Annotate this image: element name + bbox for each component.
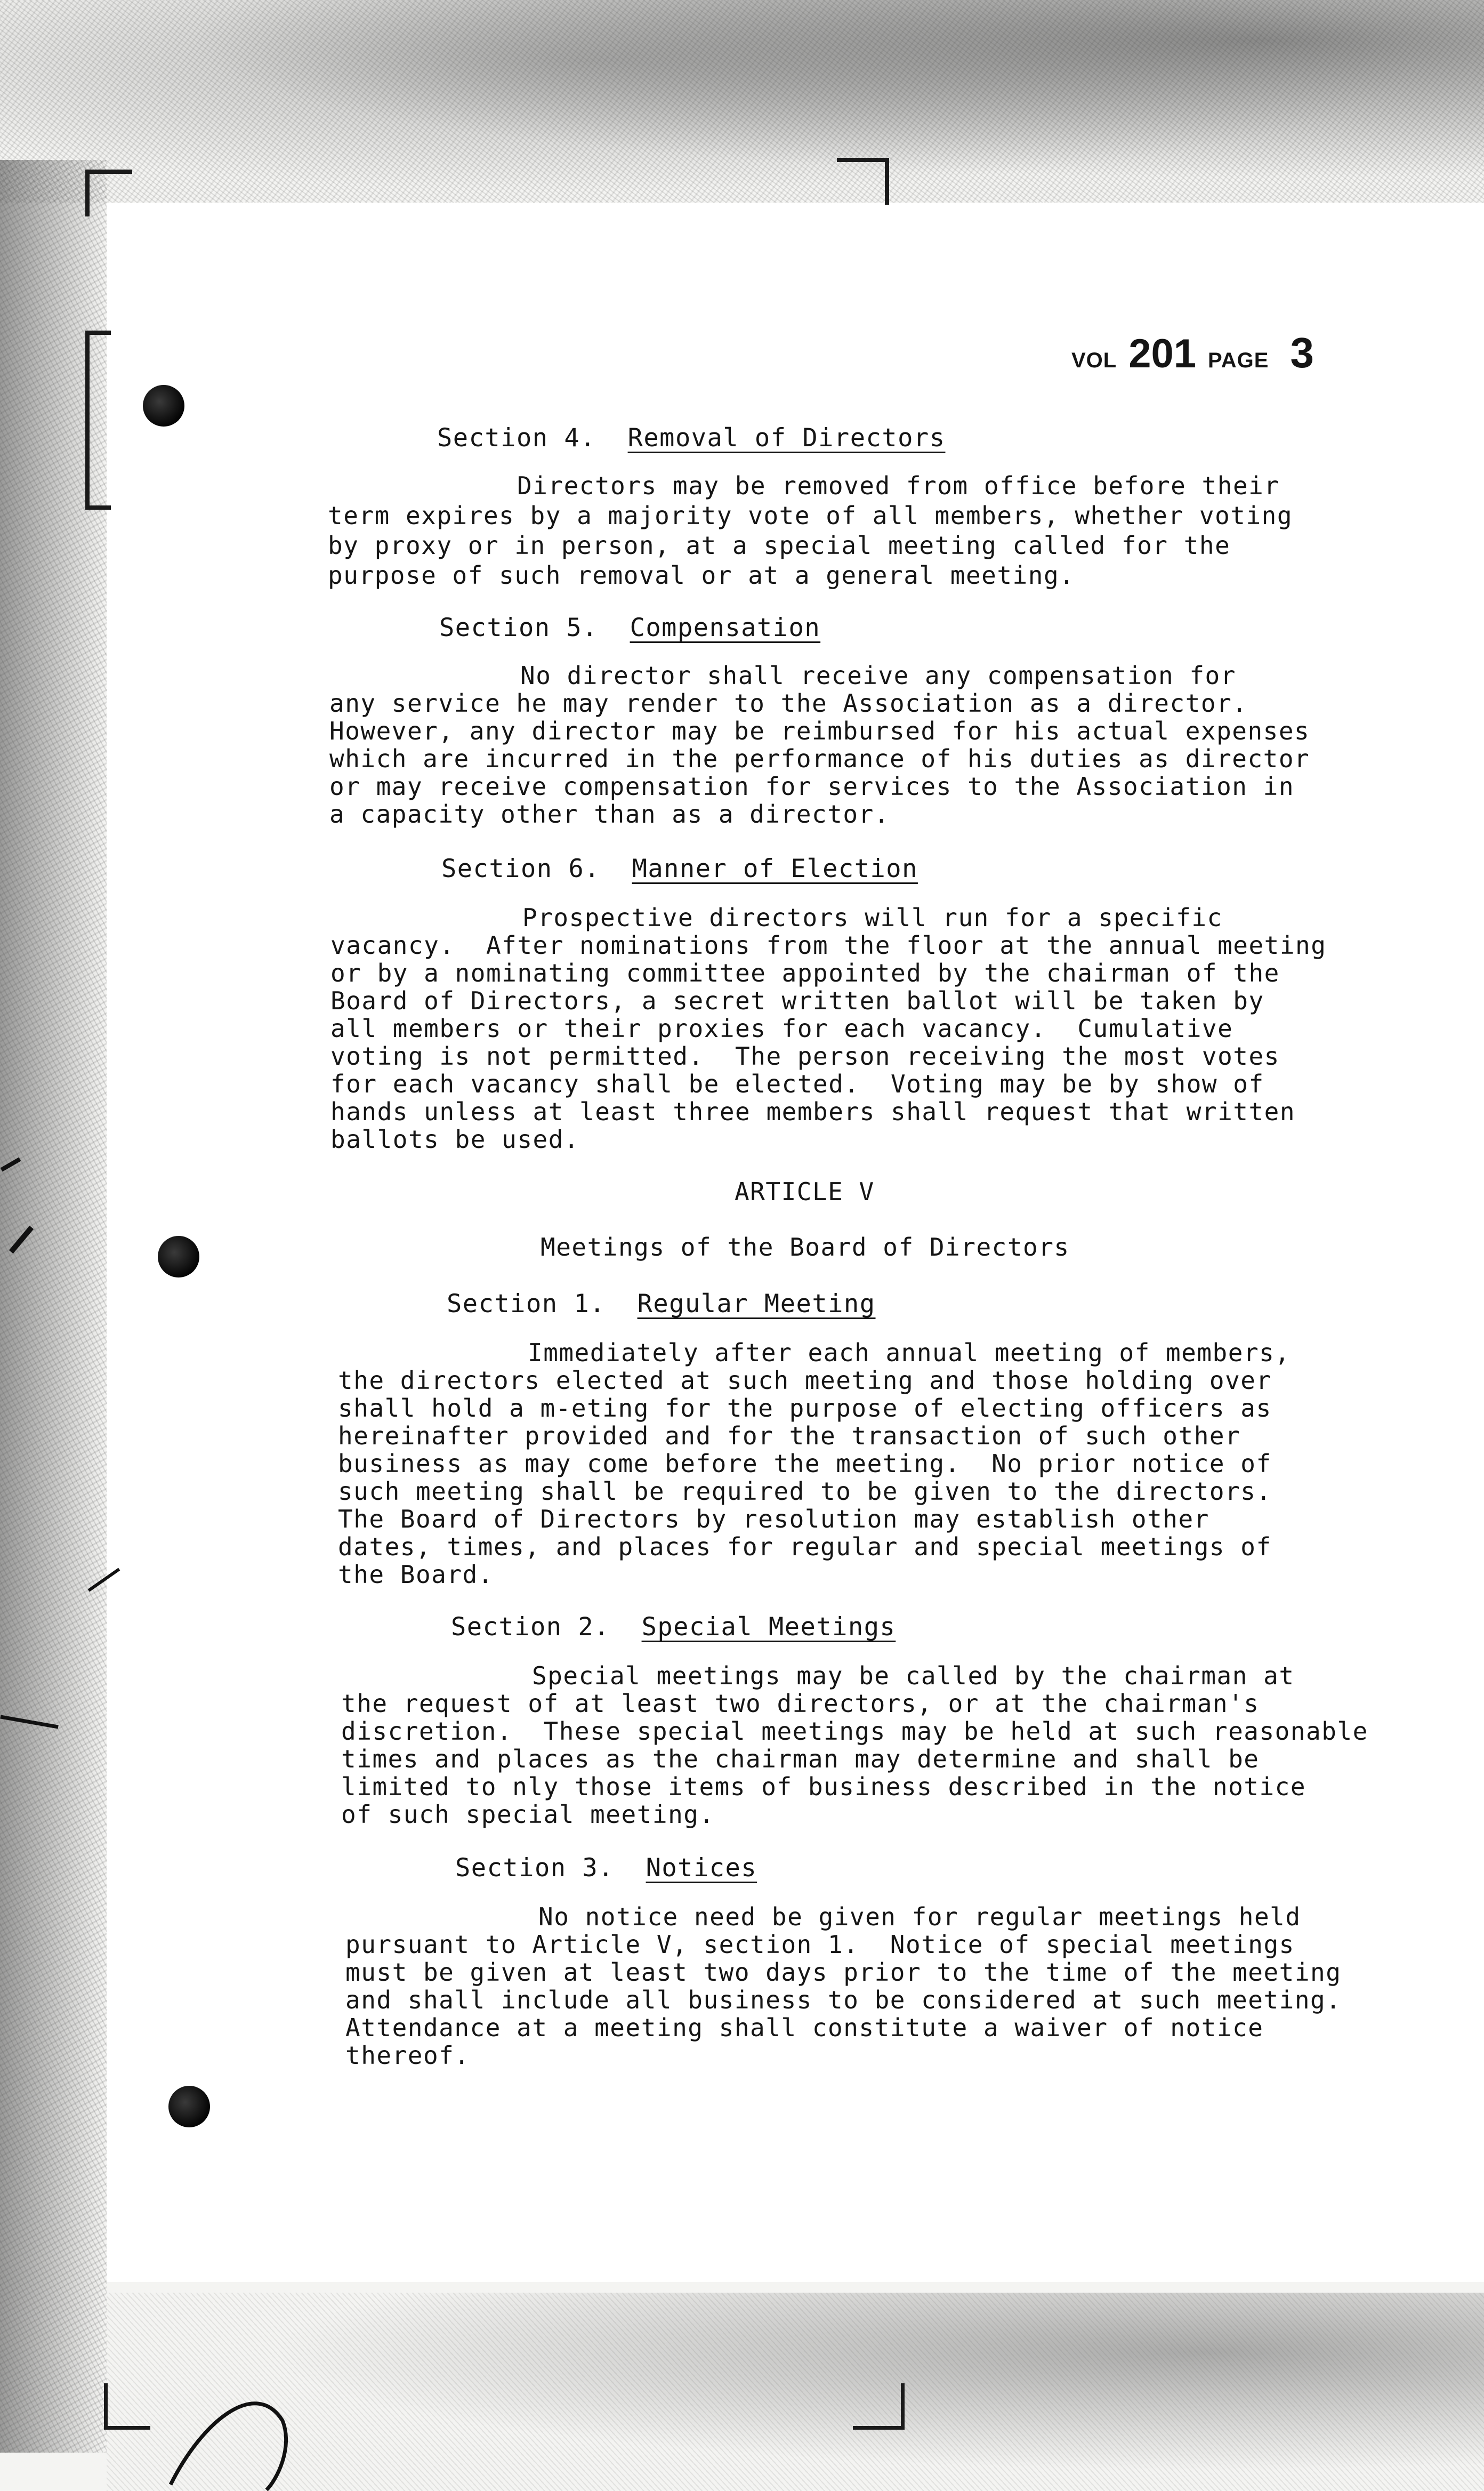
section-label: Section 1. [447, 1289, 606, 1319]
body-line: limited to nly those items of business described in the notice [341, 1772, 1306, 1801]
body-line: and shall include all business to be considered at such meeting. [345, 1986, 1342, 2014]
body-line: by proxy or in person, at a special meeting called for the [328, 531, 1231, 560]
section-title: Manner of Election [632, 854, 918, 883]
body-line: term expires by a majority vote of all members, whether voting [328, 501, 1293, 530]
page-label: PAGE [1208, 349, 1269, 372]
vol-number: 201 [1128, 331, 1197, 376]
volume-page-header [1071, 328, 1314, 382]
section-title: Compensation [630, 613, 821, 642]
body-line: all members or their proxies for each vacancy. Cumulative [330, 1014, 1233, 1043]
section-label: Section 3. [455, 1853, 614, 1883]
body-line: voting is not permitted. The person receiving the most votes [330, 1042, 1280, 1071]
punch-hole-icon [143, 385, 184, 427]
section-label: Section 6. [441, 854, 600, 883]
body-line: Directors may be removed from office before their [517, 471, 1280, 500]
body-line: business as may come before the meeting. No prior notice of [338, 1449, 1272, 1478]
body-line: or by a nominating committee appointed by the chairman of the [330, 959, 1280, 987]
body-line: Prospective directors will run for a specific [522, 903, 1223, 932]
body-line: Attendance at a meeting shall constitute a waiver of notice [345, 2013, 1264, 2042]
section-label: Section 4. [437, 423, 596, 453]
body-line: times and places as the chairman may determine and shall be [341, 1745, 1260, 1773]
section-heading [441, 854, 918, 883]
page-number: 3 [1290, 329, 1314, 376]
body-line: shall hold a m-eting for the purpose of electing officers as [338, 1394, 1272, 1423]
article-subheading: Meetings of the Board of Directors [541, 1233, 1070, 1261]
body-line: However, any director may be reimbursed for his actual expenses [329, 717, 1310, 745]
body-line: dates, times, and places for regular and special meetings of [338, 1532, 1272, 1561]
body-line: the directors elected at such meeting and those holding over [338, 1366, 1272, 1395]
punch-hole-icon [168, 2086, 210, 2127]
punch-hole-icon [158, 1236, 199, 1277]
crop-mark-bottom-right [853, 2383, 905, 2430]
section-title: Regular Meeting [637, 1289, 876, 1319]
crop-mark-bottom-left [104, 2383, 150, 2430]
body-line: the request of at least two directors, or at the chairman's [341, 1689, 1260, 1718]
body-line: any service he may render to the Association as a director. [329, 689, 1248, 718]
scan-noise-bottom [107, 2293, 1484, 2491]
body-line: hands unless at least three members shall request that written [330, 1097, 1296, 1126]
body-line: a capacity other than as a director. [329, 800, 890, 829]
body-line: Board of Directors, a secret written ballot will be taken by [330, 986, 1264, 1015]
body-line: discretion. These special meetings may be held at such reasonable [341, 1717, 1368, 1746]
section-label: Section 5. [439, 613, 598, 642]
body-line: hereinafter provided and for the transaction of such other [338, 1421, 1241, 1450]
section-heading [439, 613, 820, 642]
body-line: purpose of such removal or at a general meeting. [328, 561, 1075, 590]
scan-noise-top [0, 0, 1484, 203]
body-line: Special meetings may be called by the chairman at [532, 1661, 1295, 1690]
body-line: of such special meeting. [341, 1800, 715, 1829]
crop-mark-top-left [85, 170, 132, 216]
body-line: No director shall receive any compensation for [520, 661, 1236, 690]
vol-label: VOL [1071, 349, 1117, 372]
section-title: Removal of Directors [627, 423, 946, 453]
section-heading [437, 423, 946, 453]
body-line: such meeting shall be required to be given to the directors. [338, 1477, 1272, 1506]
scan-stray-mark [160, 2357, 309, 2491]
body-line: the Board. [338, 1560, 494, 1589]
body-line: which are incurred in the performance of his duties as director [329, 744, 1310, 773]
section-heading [447, 1289, 876, 1319]
body-line: No notice need be given for regular meetings held [538, 1902, 1301, 1931]
section-title: Special Meetings [641, 1612, 896, 1642]
crop-mark-top-right [837, 158, 889, 205]
body-line: The Board of Directors by resolution may establish other [338, 1505, 1209, 1533]
body-line: Immediately after each annual meeting of members, [528, 1338, 1291, 1367]
section-heading [451, 1612, 896, 1642]
body-line: pursuant to Article V, section 1. Notice of special meetings [345, 1930, 1295, 1959]
section-heading [455, 1853, 757, 1883]
body-line: must be given at least two days prior to the time of the meeting [345, 1958, 1342, 1987]
body-line: for each vacancy shall be elected. Voting may be by show of [330, 1070, 1264, 1098]
body-line: ballots be used. [330, 1125, 580, 1154]
body-line: thereof. [345, 2041, 470, 2070]
body-line: vacancy. After nominations from the floor at the annual meeting [330, 931, 1327, 960]
section-label: Section 2. [451, 1612, 610, 1642]
body-line: or may receive compensation for services to the Association in [329, 772, 1295, 801]
article-heading: ARTICLE V [735, 1177, 875, 1206]
section-title: Notices [646, 1853, 757, 1883]
crop-mark-left-bracket [85, 331, 111, 510]
